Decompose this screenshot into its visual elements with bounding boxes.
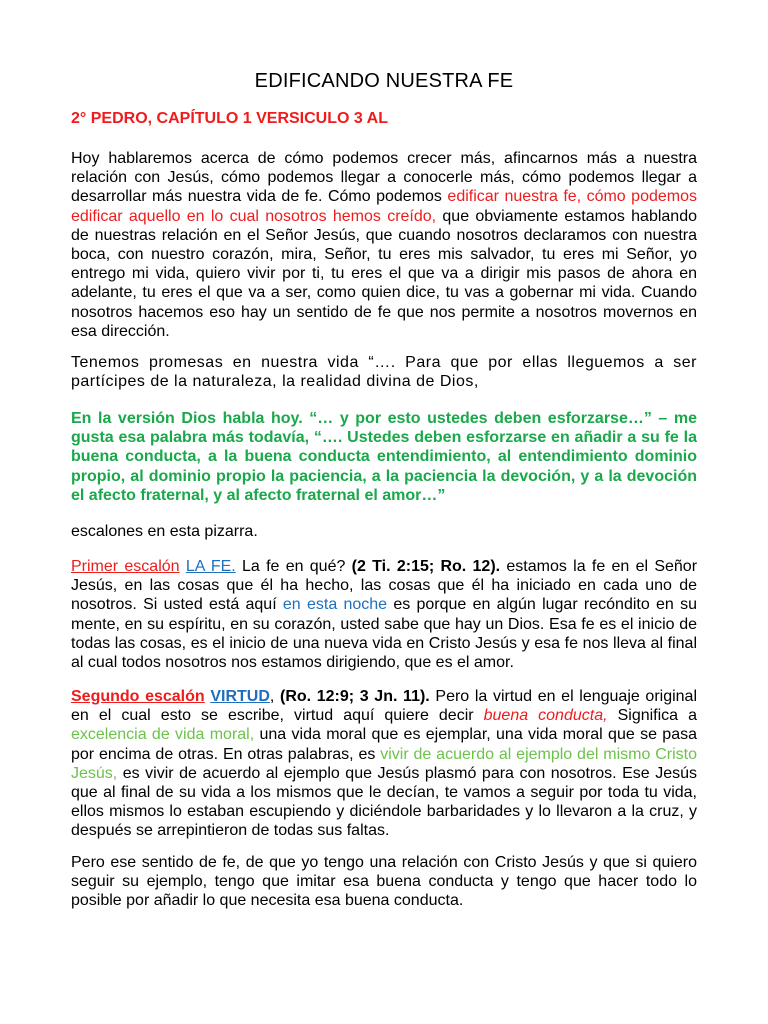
first-step-virtue: LA FE. xyxy=(185,558,236,575)
second-step-moral-excellence: excelencia de vida moral, xyxy=(71,726,255,744)
steps-intro-paragraph: escalones en esta pizarra. xyxy=(71,523,258,540)
second-step-reference: (Ro. 12:9; 3 Jn. 11). xyxy=(274,688,430,705)
second-step-text-e: una vida moral que es ejemplar, una vida moral que se pasa por encima de otras. En otras palabras, es xyxy=(71,726,697,763)
first-step-text-d: es porque en algún lugar recóndito en su mente, en su espíritu, en su corazón, usted sabe que hay un Dios. Esa fe es el inicio de todas las cosas, es el inicio de una nueva vida en Cristo Jesús y esa fe nos lleva al final al cual todos nosotros nos estamos dirigiendo, que es el amor. xyxy=(71,596,697,672)
scripture-reference-heading: 2° PEDRO, CAPÍTULO 1 VERSICULO 3 AL xyxy=(71,110,388,127)
second-step-good-conduct: buena conducta, xyxy=(483,707,608,725)
first-step-text-b: estamos la fe en el Señor Jesús, en las cosas que él ha hecho, las cosas que él ha iniciado en cada uno de nosotros. Si usted está aquí xyxy=(71,558,698,614)
first-step-text-a: La fe en qué? xyxy=(235,558,352,575)
first-step-label: Primer escalón xyxy=(71,558,180,575)
second-step-text-a: Pero la virtud en el lenguaje original en el cual esto se escribe, virtud aquí quiere decir xyxy=(71,688,697,725)
intro-text-a: Hoy hablaremos acerca de cómo podemos crecer más, afincarnos más a nuestra relación con Jesús, cómo podemos llegar a conocerle más, cómo podemos llegar a desarrollar más nuestra vida de fe. Cómo podemos xyxy=(71,150,697,206)
document-title: EDIFICANDO NUESTRA FE xyxy=(254,70,514,92)
second-step-label: Segundo escalón xyxy=(71,688,205,705)
second-step-text-c: Significa a xyxy=(607,707,698,725)
second-step-comma: , xyxy=(269,688,275,705)
intro-highlight: edificar nuestra fe, cómo podemos edificar aquello en lo cual nosotros hemos creído, xyxy=(71,188,697,225)
second-step-virtue: VIRTUD xyxy=(210,688,270,705)
intro-paragraph xyxy=(71,149,697,341)
second-step-example: vivir de acuerdo al ejemplo del mismo Cristo Jesús, xyxy=(71,745,698,782)
version-quote-paragraph: En la versión Dios habla hoy. “… y por esto ustedes deben esforzarse…” – me gusta esa palabra más todavía, “…. Ustedes deben esforzarse en añadir a su fe la buena conducta, a la buena conducta entendimiento, al entendimiento dominio propio, al dominio propio la paciencia, a la paciencia la devoción, y a la devoción el afecto fraternal, y al afecto fraternal el amor…” xyxy=(71,410,697,504)
first-step-reference: (2 Ti. 2:15; Ro. 12). xyxy=(351,558,501,575)
promises-paragraph: Tenemos promesas en nuestra vida “…. Para que por ellas lleguemos a ser partícipes de la naturaleza, la realidad divina de Dios, xyxy=(71,354,697,391)
second-step-paragraph xyxy=(71,687,697,841)
first-step-highlight: en esta noche xyxy=(282,596,388,614)
intro-text-c: que obviamente estamos hablando de nuestras relación en el Señor Jesús, que cuando nosotros declaramos con nuestra boca, con nuestro corazón, mira, Señor, tu eres mis salvador, tu eres mi Señor, yo entrego mi vida, quiero vivir por ti, tu eres el que va a dirigir mis pasos de ahora en adelante, tu eres el que va a ser, como quien dice, tu vas a gobernar mi vida. Cuando nosotros hacemos eso hay un sentido de fe que nos permite a nosotros movernos en esa dirección. xyxy=(71,207,697,340)
first-step-paragraph xyxy=(71,557,697,672)
second-step-text-g: es vivir de acuerdo al ejemplo que Jesús plasmó para con nosotros. Ese Jesús que al final de su vida a los mismos que le decían, te vamos a seguir por toda tu vida, ellos mismos lo estaban escupiendo y diciéndole barbaridades y lo llevaron a la cruz, y después se arrepintieron de todas sus faltas. xyxy=(71,764,697,840)
closing-paragraph: Pero ese sentido de fe, de que yo tengo una relación con Cristo Jesús y que si quiero seguir su ejemplo, tengo que imitar esa buena conducta y tengo que hacer todo lo posible por añadir lo que necesita esa buena conducta. xyxy=(71,854,697,910)
